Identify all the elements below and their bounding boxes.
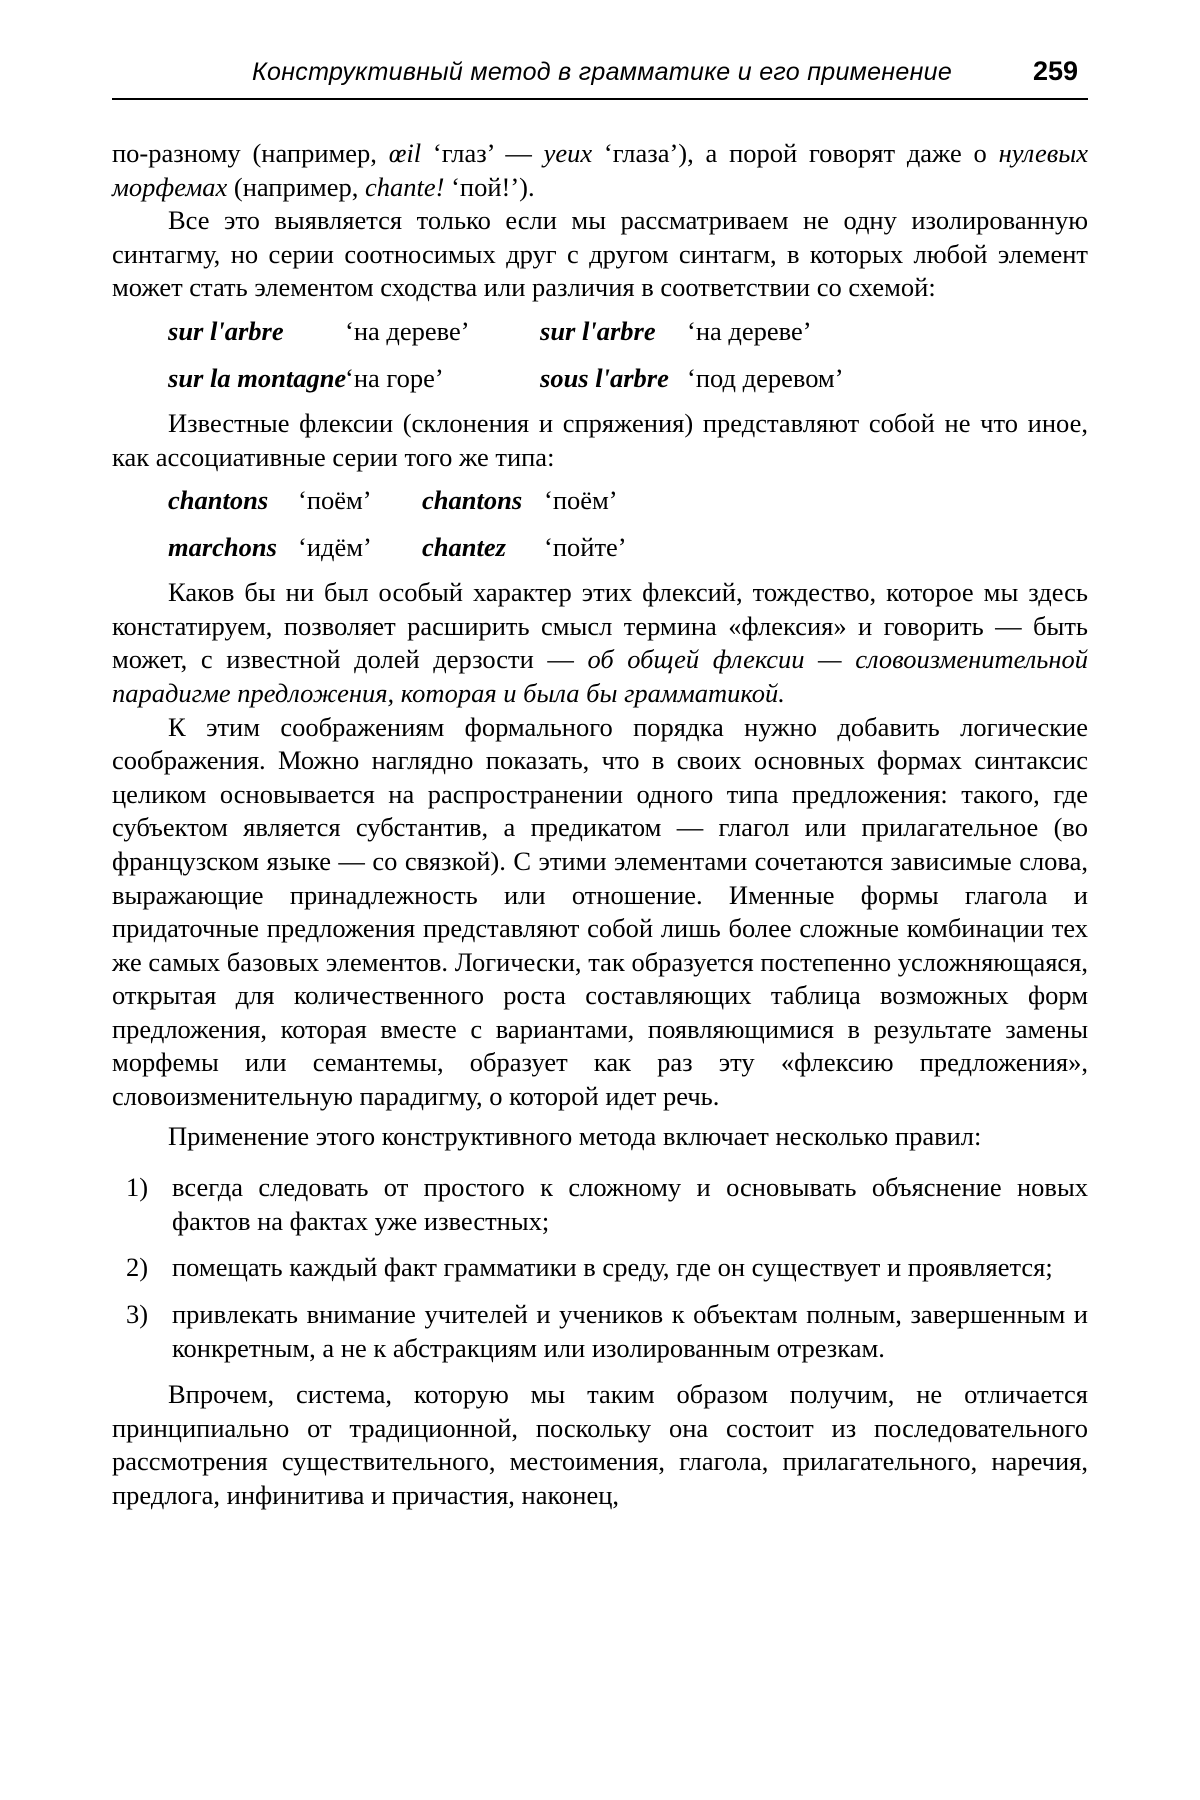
list-number: 2) [126, 1251, 148, 1285]
example-french: sur la montagne [168, 362, 346, 396]
example-french: sur l'arbre [540, 315, 656, 349]
term-emphasis: нулевых морфемах [112, 138, 1088, 202]
list-item [112, 1251, 1088, 1285]
example-gloss: ‘пойте’ [544, 531, 627, 565]
text-run: ‘глаз’ — [421, 138, 544, 168]
example-french: sous l'arbre [540, 362, 669, 396]
example-row [112, 476, 1088, 523]
rules-list [112, 1171, 1088, 1365]
list-item-text: всегда следовать от простого к сложному и основывать объяснение новых фактов на фактах уже известных; [172, 1172, 1088, 1236]
example-row [112, 307, 1088, 354]
paragraph-3: Известные флексии (склонения и спряжения) представляют собой не что иное, как ассоциативные серии того же типа: [112, 407, 1088, 474]
example-french: chantez [422, 531, 506, 565]
example-block-1 [112, 307, 1088, 401]
list-number: 1) [126, 1171, 148, 1205]
text-run: по-разному (например, [112, 138, 389, 168]
french-word: yeux [544, 138, 593, 168]
example-french: chantons [168, 484, 268, 518]
list-item [112, 1171, 1088, 1238]
list-item [112, 1298, 1088, 1365]
example-french: marchons [168, 531, 277, 565]
example-french: sur l'arbre [168, 315, 284, 349]
example-gloss: ‘на дереве’ [687, 315, 812, 349]
example-block-2 [112, 476, 1088, 570]
example-gloss: ‘идём’ [298, 531, 372, 565]
emphasis-definition: об общей флексии — словоизменительной парадигме предложения, которая и была бы грамматикой. [112, 644, 1088, 708]
paragraph-5: К этим соображениям формального порядка нужно добавить логические соображения. Можно наглядно показать, что в своих основных формах синтаксис целиком основывается на распространении одного типа предложения: такого, где субъектом является субстантив, а предикатом — глагол или прилагательное (во французском языке — со связкой). С этими элементами сочетаются зависимые слова, выражающие принадлежность или отношение. Именные формы глагола и придаточные предложения представляют собой лишь более сложные комбинации тех же самых базовых элементов. Логически, так образуется постепенно усложняющаяся, открытая для количественного роста составляющих таблица возможных форм предложения, которая вместе с вариантами, появляющимися в результате замены морфемы или семантемы, образует как раз эту «флексию предложения», словоизменительную парадигму, о которой идет речь. [112, 711, 1088, 1114]
example-gloss: ‘на дереве’ [345, 315, 470, 349]
text-run: ‘пой!’). [444, 172, 534, 202]
french-word: chante! [365, 172, 444, 202]
example-row [112, 354, 1088, 401]
paragraph-7: Впрочем, система, которую мы таким образом получим, не отличается принципиально от традиционной, поскольку она состоит из последовательного рассмотрения существительного, местоимения, глагола, прилагательного, наречия, предлога, инфинитива и причастия, наконец, [112, 1378, 1088, 1512]
running-header [112, 52, 1088, 100]
example-french: chantons [422, 484, 522, 518]
example-row [112, 523, 1088, 570]
french-word: œil [389, 138, 421, 168]
example-gloss: ‘на горе’ [345, 362, 444, 396]
body-text [112, 137, 1088, 1513]
page-number: 259 [1033, 56, 1078, 87]
paragraph-4 [112, 576, 1088, 710]
example-gloss: ‘под деревом’ [687, 362, 844, 396]
example-gloss: ‘поём’ [544, 484, 618, 518]
example-gloss: ‘поём’ [298, 484, 372, 518]
running-title: Конструктивный метод в грамматике и его применение [252, 58, 952, 87]
text-run: (например, [227, 172, 365, 202]
list-item-text: привлекать внимание учителей и учеников к объектам полным, завершенным и конкретным, а не к абстракциям или изолированным отрезкам. [172, 1299, 1088, 1363]
list-number: 3) [126, 1298, 148, 1332]
list-item-text: помещать каждый факт грамматики в среду, где он существует и проявляется; [172, 1252, 1053, 1282]
text-run: ‘глаза’), а порой говорят даже о [592, 138, 998, 168]
paragraph-6: Применение этого конструктивного метода включает несколько правил: [112, 1120, 1088, 1154]
paragraph-2: Все это выявляется только если мы рассматриваем не одну изолированную синтагму, но серии соотносимых друг с другом синтагм, в которых любой элемент может стать элементом сходства или различия в соответствии со схемой: [112, 204, 1088, 305]
paragraph-1 [112, 137, 1088, 204]
text-run: Каков бы ни был особый характер этих флексий, тождество, которое мы здесь констатируем, позволяет расширить смысл термина «флексия» и говорить — быть может, с известной долей дерзости — [112, 577, 1088, 674]
